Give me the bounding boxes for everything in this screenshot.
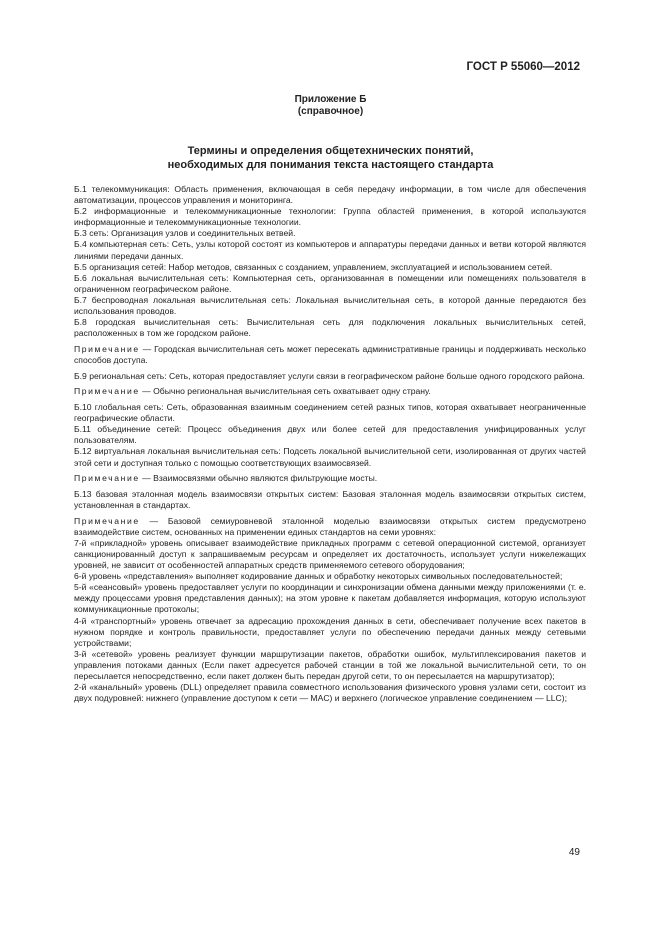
level-paragraph: 6-й уровень «представления» выполняет кодирование данных и обработку некоторых символьных последовательностей;	[74, 571, 563, 582]
note-paragraph	[74, 344, 586, 366]
term-paragraph: Б.2 информационные и телекоммуникационные технологии: Группа областей применения, в которой используются информационные и телекоммуникационные технологии.	[74, 206, 586, 228]
note-text: — Обычно региональная вычислительная сеть охватывает одну страну.	[139, 386, 431, 397]
term-paragraph: Б.3 сеть: Организация узлов и соединительных ветвей.	[74, 228, 296, 239]
term-paragraph: Б.10 глобальная сеть: Сеть, образованная взаимным соединением сетей разных типов, которая охватывает неограниченные географические области.	[74, 402, 586, 424]
level-paragraph: 4-й «транспортный» уровень отвечает за адресацию прохождения данных в сети, обеспечивает получение всех пакетов в нужном порядке и контроль правильности, предоставляет услуги по обеспечению передачи данных между сетевыми устройствами;	[74, 615, 586, 648]
note-text: — Городская вычислительная сеть может пересекать административные границы и поддерживать несколько способов доступа.	[74, 343, 586, 365]
term-paragraph: Б.4 компьютерная сеть: Сеть, узлы которой состоят из компьютеров и аппаратуры передачи данных и ветви которой являются линиями передачи данных.	[74, 239, 586, 261]
document-body	[74, 184, 586, 704]
level-paragraph: 7-й «прикладной» уровень описывает взаимодействие прикладных программ с сетевой операционной системой, организует санкционированный доступ к запрашиваемым ресурсам и определяет их достаточность, использует услуги нижележащих уровней, не зависит от особенностей аппаратных средств применяемого сетевого оборудования;	[74, 537, 586, 571]
term-paragraph: Б.13 базовая эталонная модель взаимосвязи открытых систем: Базовая эталонная модель взаимосвязи открытых систем, установленная в стандартах.	[74, 488, 586, 510]
note-label: Примечание	[74, 343, 140, 354]
section-title-line-2: необходимых для понимания текста настоящего стандарта	[167, 159, 494, 171]
term-paragraph: Б.9 региональная сеть: Сеть, которая предоставляет услуги связи в географическом районе больше одного городского района.	[74, 370, 585, 381]
note-label: Примечание	[74, 386, 140, 397]
note-paragraph	[74, 516, 586, 538]
term-paragraph: Б.1 телекоммуникация: Область применения, включающая в себя передачу информации, в том числе для обеспечения автоматизации, процессов управления и мониторинга.	[74, 184, 586, 206]
annex-subtitle: (справочное)	[297, 106, 364, 117]
term-paragraph: Б.11 объединение сетей: Процесс объединения двух или более сетей для предоставления унифицированных услуг пользователям.	[74, 424, 586, 446]
annex-title: Приложение Б	[294, 94, 367, 105]
term-paragraph: Б.7 беспроводная локальная вычислительная сеть: Локальная вычислительная сеть, в которой данные передаются без использования проводов.	[74, 294, 586, 317]
section-title	[0, 144, 661, 172]
note-label: Примечание	[74, 473, 140, 484]
annex-heading	[0, 94, 661, 118]
level-paragraph: 3-й «сетевой» уровень реализует функции маршрутизации пакетов, обработки ошибок, мультиплексирования пакетов и управления потоками данных (Если пакет адресуется рабочей станции в той же локальной вычислительной сети, то он пересылается непосредственно, если пакет должен быть передан другой сети, то он пересылается на маршрутизатор);	[74, 648, 586, 681]
note-text: — Базовой семиуровневой эталонной моделью взаимосвязи открытых систем предусмотрено взаимодействие систем, основанных на применении единых стандартов на семи уровнях:	[74, 515, 586, 537]
note-paragraph	[74, 473, 586, 484]
page-number: 49	[568, 847, 580, 858]
section-title-line-1: Термины и определения общетехнических понятий,	[187, 145, 474, 157]
standard-code: ГОСТ Р 55060—2012	[466, 61, 580, 73]
level-paragraph: 5-й «сеансовый» уровень предоставляет услуги по координации и синхронизации обмена данными между приложениями (т. е. между процессами уровня представления данных); на этом уровне к пакетам добавляется информация, которую используют коммуникационные протоколы;	[74, 582, 586, 615]
note-paragraph	[74, 386, 586, 397]
term-paragraph: Б.12 виртуальная локальная вычислительная сеть: Подсеть локальной вычислительной сети, изолированная от других частей этой сети и доступная только с помощью соответствующих взаимосвязей.	[74, 446, 586, 468]
term-paragraph: Б.6 локальная вычислительная сеть: Компьютерная сеть, организованная в помещении или помещениях пользователя в ограниченном географическом районе.	[74, 272, 586, 294]
term-paragraph: Б.8 городская вычислительная сеть: Вычислительная сеть для подключения локальных вычислительных сетей, расположенных в том же городском районе.	[74, 317, 586, 339]
level-paragraph: 2-й «канальный» уровень (DLL) определяет правила совместного использования физического уровня узлами сети, состоит из двух подуровней: нижнего (управление доступом к сети — MAC) и верхнего (логическое управление соединением — LLC);	[74, 682, 586, 704]
note-text: — Взаимосвязями обычно являются фильтрующие мосты.	[139, 473, 378, 484]
term-paragraph: Б.5 организация сетей: Набор методов, связанных с созданием, управлением, эксплуатацией и использованием сетей.	[74, 261, 553, 272]
note-label: Примечание	[74, 515, 140, 526]
